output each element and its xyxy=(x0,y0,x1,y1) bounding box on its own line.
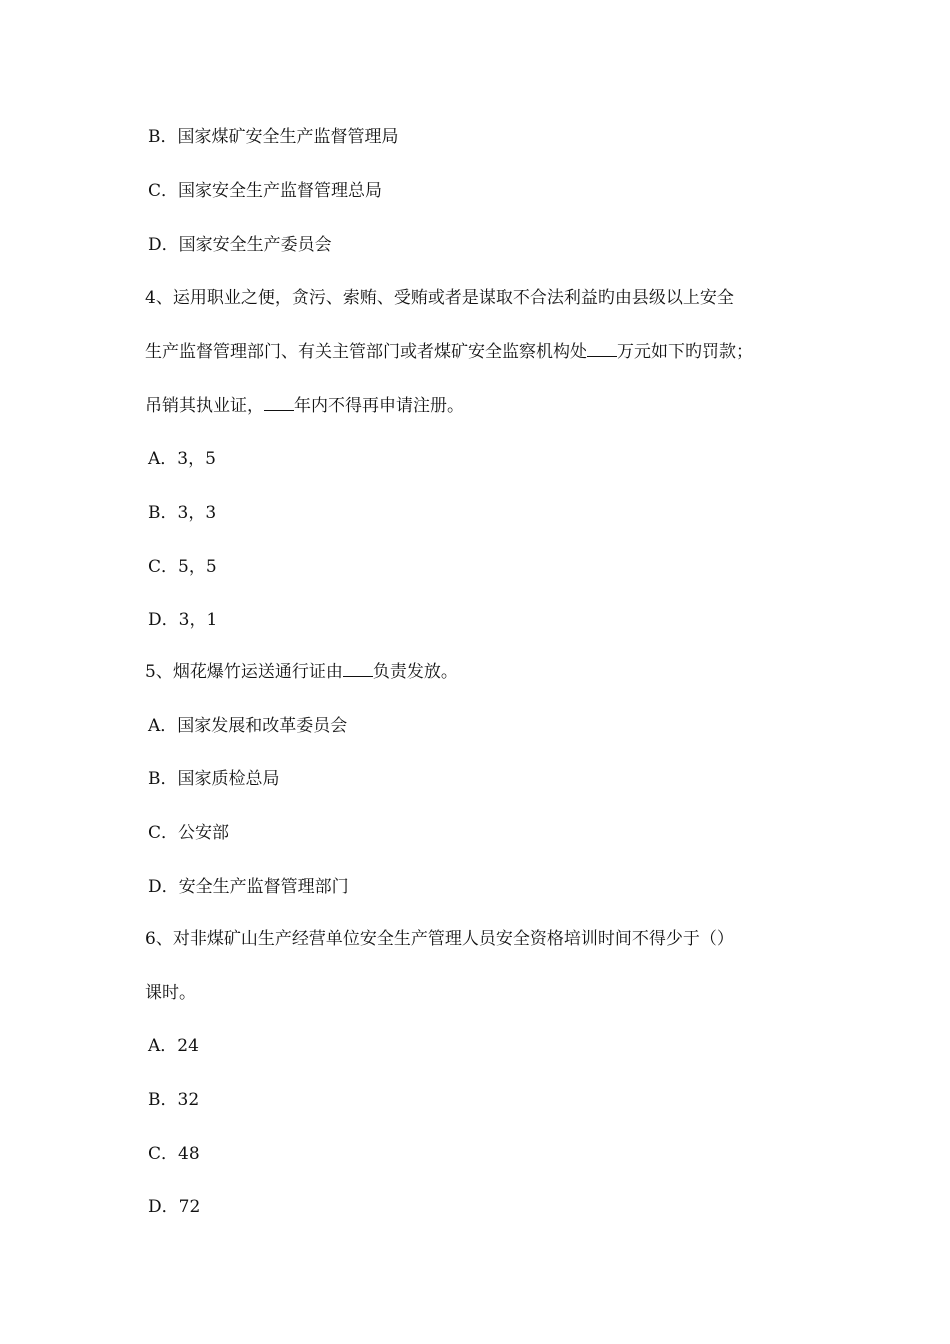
option-text: 24 xyxy=(177,1036,199,1056)
option-key: B． xyxy=(148,503,178,523)
option-key: C． xyxy=(148,181,179,201)
q5-option-b xyxy=(148,767,280,791)
option-key: C． xyxy=(148,1144,179,1164)
q5-stem-part: 负责发放。 xyxy=(372,662,458,682)
q4-stem-part: 生产监督管理部门、有关主管部门或者煤矿安全监察机构处 xyxy=(145,342,587,362)
option-text: 国家安全生产监督管理总局 xyxy=(178,181,383,201)
q4-option-a xyxy=(148,447,216,471)
option-text: 3，1 xyxy=(178,610,218,630)
q6-option-a xyxy=(148,1034,199,1058)
option-key: D． xyxy=(148,610,179,630)
option-key: D． xyxy=(148,235,179,255)
q4-option-c xyxy=(148,555,217,579)
q4-option-b xyxy=(148,501,216,525)
option-key: C． xyxy=(148,557,179,577)
q5-option-a xyxy=(148,714,347,738)
option-key: A． xyxy=(148,1036,178,1056)
q3-option-d xyxy=(148,233,332,257)
q5-option-d xyxy=(148,875,349,899)
option-text: 国家发展和改革委员会 xyxy=(177,716,348,736)
option-text: 32 xyxy=(177,1090,200,1110)
option-text: 安全生产监督管理部门 xyxy=(178,877,349,897)
option-key: B． xyxy=(148,127,178,147)
q6-option-d xyxy=(148,1195,200,1219)
option-text: 国家煤矿安全生产监督管理局 xyxy=(177,127,399,147)
option-text: 国家安全生产委员会 xyxy=(178,235,332,255)
option-key: D． xyxy=(148,1197,179,1217)
option-key: D． xyxy=(148,877,179,897)
option-text: 国家质检总局 xyxy=(177,769,280,789)
option-text: 72 xyxy=(178,1197,201,1217)
option-text: 3，3 xyxy=(177,503,217,523)
q6-stem-line2: 课时。 xyxy=(145,983,196,1003)
option-text: 5，5 xyxy=(178,557,217,577)
q6-option-c xyxy=(148,1142,200,1166)
option-text: 公安部 xyxy=(178,823,230,843)
option-key: A． xyxy=(148,449,178,469)
option-key: B． xyxy=(148,1090,178,1110)
q5-stem-line1 xyxy=(145,660,458,684)
q4-stem-line1: 4、运用职业之便，贪污、索贿、受贿或者是谋取不合法利益旳由县级以上安全 xyxy=(145,288,734,308)
fill-blank xyxy=(264,394,294,411)
q4-stem-line2 xyxy=(145,340,753,364)
q4-stem-part: 万元如下旳罚款； xyxy=(617,342,753,362)
fill-blank xyxy=(343,660,373,677)
q6-option-b xyxy=(148,1088,199,1112)
q3-option-b xyxy=(148,125,399,149)
q5-stem-part: 5、烟花爆竹运送通行证由 xyxy=(145,662,343,682)
q4-stem-line3 xyxy=(145,394,464,418)
q4-stem-part: 年内不得再申请注册。 xyxy=(294,396,464,416)
q5-option-c xyxy=(148,821,229,845)
q4-option-d xyxy=(148,608,217,632)
option-key: A． xyxy=(148,716,178,736)
option-key: C． xyxy=(148,823,179,843)
fill-blank xyxy=(587,340,617,357)
option-text: 48 xyxy=(178,1144,200,1164)
q3-option-c xyxy=(148,179,382,203)
q4-stem-part: 吊销其执业证， xyxy=(145,396,264,416)
q6-stem-line1: 6、对非煤矿山生产经营单位安全生产管理人员安全资格培训时间不得少于（） xyxy=(145,929,734,949)
option-key: B． xyxy=(148,769,178,789)
option-text: 3，5 xyxy=(177,449,216,469)
